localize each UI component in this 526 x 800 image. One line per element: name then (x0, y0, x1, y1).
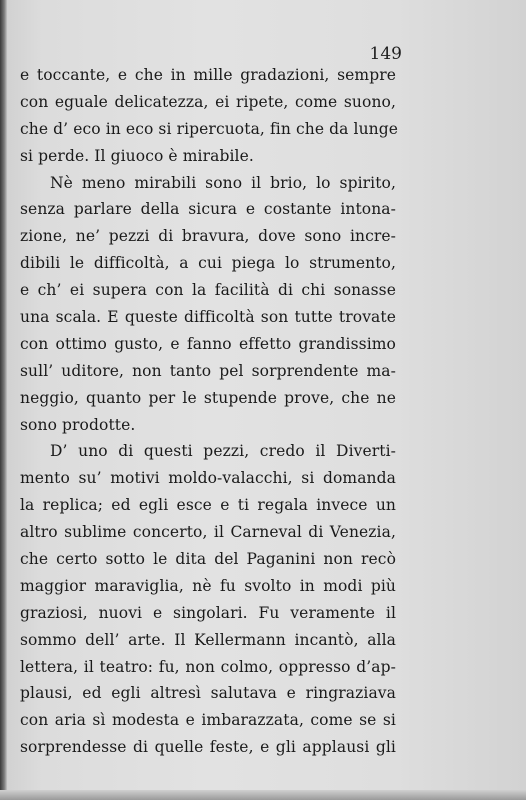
text-line: che certo sotto le dita del Paganini non recò (20, 550, 396, 569)
page-bottom-edge (0, 790, 526, 800)
text-line: D’ uno di questi pezzi, credo il Diverti- (50, 442, 396, 461)
text-line: e ch’ ei supera con la facilità di chi sonasse (20, 281, 396, 300)
text-line: sorprendesse di quelle feste, e gli applausi gli (20, 738, 396, 757)
text-line: con aria sì modesta e imbarazzata, come se si (20, 711, 396, 730)
text-line: mento su’ motivi moldo-valacchi, si domanda (20, 469, 396, 488)
text-line: lettera, il teatro: fu, non colmo, oppresso d’ap- (20, 657, 396, 676)
text-line: la replica; ed egli esce e ti regala invece un (20, 496, 396, 515)
text-line: maggior maraviglia, nè fu svolto in modi più (20, 576, 396, 595)
page-number: 149 (369, 44, 402, 64)
text-line: graziosi, nuovi e singolari. Fu veramente il (20, 603, 396, 622)
text-line: si perde. Il giuoco è mirabile. (20, 146, 254, 165)
text-line: senza parlare della sicura e costante intona- (20, 200, 396, 219)
text-line: e toccante, e che in mille gradazioni, sempre (20, 66, 396, 84)
text-line: sommo dell’ arte. Il Kellermann incantò, alla (20, 630, 396, 649)
text-line: dibili le difficoltà, a cui piega lo strumento, (20, 254, 396, 273)
text-line: una scala. E queste difficoltà son tutte trovate (20, 308, 396, 327)
text-line: neggio, quanto per le stupende prove, che ne (20, 388, 396, 407)
text-line: sull’ uditore, non tanto pel sorprendente ma- (20, 361, 396, 380)
text-line: Nè meno mirabili sono il brio, lo spirito, (50, 173, 396, 192)
text-line: zione, ne’ pezzi di bravura, dove sono incre- (20, 227, 396, 246)
page-binding-edge (0, 0, 7, 800)
text-line: con ottimo gusto, e fanno effetto grandissimo (20, 334, 396, 353)
text-line: con eguale delicatezza, ei ripete, come suono, (20, 92, 396, 111)
text-line: plausi, ed egli altresì salutava e ringraziava (20, 684, 396, 703)
text-line: altro sublime concerto, il Carneval di Venezia, (20, 523, 396, 542)
text-line: che d’ eco in eco si ripercuota, fin che da lunge (20, 119, 399, 138)
body-text (20, 62, 399, 761)
text-line: sono prodotte. (20, 415, 136, 434)
